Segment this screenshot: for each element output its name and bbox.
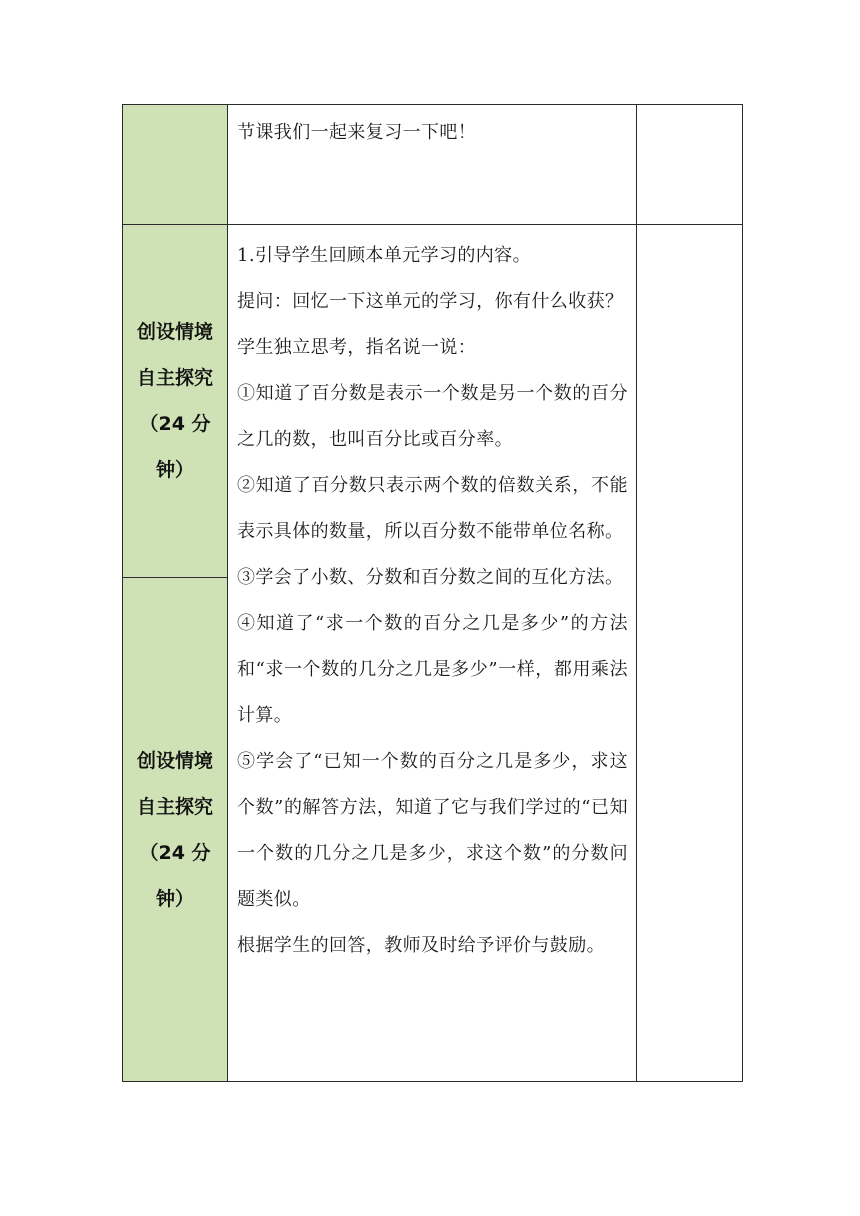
content-paragraph: ⑤学会了“已知一个数的百分之几是多少，求这个数”的解答方法，知道了它与我们学过的“已知一个数的几分之几是多少，求这个数”的分数问题类似。 <box>237 751 628 910</box>
stage-label-line: （24 分 <box>139 841 211 864</box>
table-row <box>123 105 743 225</box>
stage-label-line: 钟） <box>155 459 194 481</box>
content-paragraph: 学生独立思考，指名说一说： <box>237 337 477 358</box>
stage-label-line: 钟） <box>155 887 194 910</box>
stage-label-1 <box>133 309 217 493</box>
table-row <box>123 225 743 578</box>
content-paragraph: 1.引导学生回顾本单元学习的内容。 <box>237 245 531 266</box>
notes-cell-top <box>637 105 743 225</box>
notes-cell-main <box>637 225 743 1082</box>
content-paragraph: ①知道了百分数是表示一个数是另一个数的百分之几的数，也叫百分比或百分率。 <box>237 383 628 450</box>
stage-label-line: 自主探究 <box>136 367 213 389</box>
content-cell-intro <box>228 105 637 225</box>
intro-text: 节课我们一起来复习一下吧！ <box>237 122 477 143</box>
stage-label-2 <box>133 738 217 922</box>
stage-label-line: 创设情境 <box>136 749 213 772</box>
content-cell-main <box>228 225 637 1082</box>
stage-label-line: 创设情境 <box>136 321 213 343</box>
stage-label-line: （24 分 <box>139 413 211 435</box>
content-paragraph: ④知道了“求一个数的百分之几是多少”的方法和“求一个数的几分之几是多少”一样，都用乘法计算。 <box>237 613 628 726</box>
content-paragraph: 提问：回忆一下这单元的学习，你有什么收获？ <box>237 291 624 312</box>
lesson-plan-table <box>122 104 743 1082</box>
content-paragraph: 根据学生的回答，教师及时给予评价与鼓励。 <box>237 935 605 956</box>
stage-label-line: 自主探究 <box>136 795 213 818</box>
content-paragraph: ②知道了百分数只表示两个数的倍数关系，不能表示具体的数量，所以百分数不能带单位名称。 <box>237 475 628 542</box>
stage-cell-2 <box>123 578 228 1082</box>
stage-cell-1 <box>123 225 228 578</box>
content-paragraph: ③学会了小数、分数和百分数之间的互化方法。 <box>237 567 624 588</box>
stage-cell-empty <box>123 105 228 225</box>
